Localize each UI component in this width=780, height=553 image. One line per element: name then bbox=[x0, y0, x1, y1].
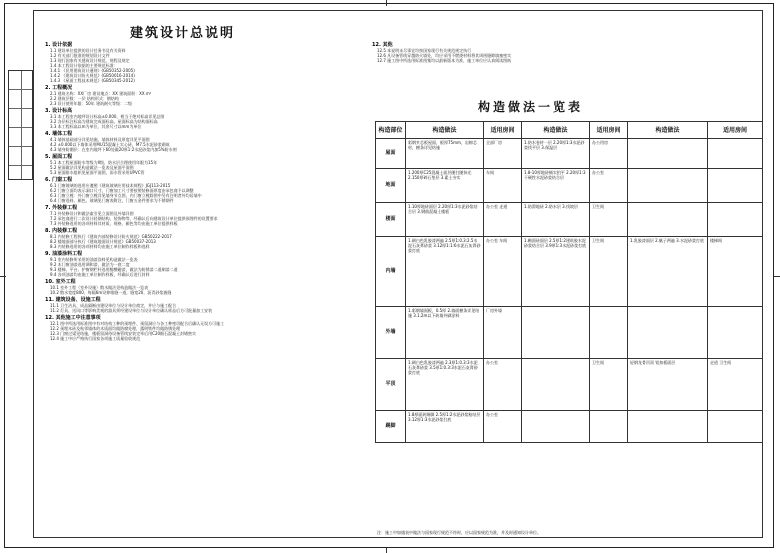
note-section bbox=[45, 297, 363, 313]
section-heading: 2. 工程概况 bbox=[45, 85, 73, 91]
row-part-name: 踢脚 bbox=[376, 411, 406, 443]
row-part-name: 外墙 bbox=[376, 307, 406, 359]
note-section bbox=[45, 42, 363, 83]
note-line: 1.4 本工程设计依据的主要规范标准： bbox=[50, 63, 118, 68]
note-line: 6.2 门窗立面均表示洞口尺寸，门窗加工尺寸要按照装修面厚度由承包商予以调整 bbox=[50, 188, 194, 193]
table-footnote: 注：施工中如遇表中做法与国家现行规范不符时，应以国家规范为准，并及时通知设计单位。 bbox=[377, 530, 541, 535]
note-section bbox=[45, 315, 363, 341]
table-cell bbox=[628, 203, 708, 237]
table-cell: 1.8厚面砖踢脚 2.5厚1:2水泥砂浆粘结层 3.12厚1:3水泥砂浆打底 bbox=[406, 411, 484, 443]
table-cell: 1.8-10厚地砖铺实拍平 2.20厚1:3干硬性水泥砂浆结合层 bbox=[522, 169, 590, 203]
table-cell: 彩钢夹芯板屋面，板厚75mm，岩棉芯材，檩条详见结施 bbox=[406, 139, 484, 169]
table-cell: 1.釉面砖面层 2.5厚1:2建筑胶水泥砂浆结合层 3.9厚1:3水泥砂浆打底 bbox=[522, 237, 590, 307]
note-line: 1.4.1 《民用建筑设计通则》(GB50352-2005) bbox=[50, 68, 135, 73]
note-section bbox=[372, 42, 764, 63]
note-line: 12.3 门窗过梁见结施，楼板留洞待设备管线安装完毕后用C20细石混凝土封堵密实 bbox=[50, 331, 197, 336]
center-mark-right bbox=[774, 276, 780, 277]
table-cell bbox=[628, 411, 708, 443]
note-line: 7.2 承包商进行二次设计轻钢结构、装饰物等，经确认后向建筑设计单位提供预埋件的设置要求 bbox=[50, 216, 218, 221]
table-cell: 办公室 bbox=[484, 359, 522, 411]
note-line: 2.1 建筑名称：XX厂房 建设地点：XX 建筑面积：XX m² bbox=[50, 91, 152, 96]
note-line: 4.1 墙体基础部分详见结施，墙体材料及厚度详见平面图 bbox=[50, 137, 150, 142]
note-line: 3.3 本工程标高以m为单位，其余尺寸以mm为单位 bbox=[50, 124, 142, 129]
note-section bbox=[45, 279, 363, 295]
note-line: 7.1 外装修设计和做法索引见立面图及外墙详图 bbox=[50, 211, 134, 216]
header-room-3: 适用房间 bbox=[708, 122, 763, 139]
section-heading: 11. 建筑设备、设施工程 bbox=[45, 297, 101, 303]
note-line: 6.3 门窗立樘：外门窗立樘详见墙身节点图，内门窗立樘除图中另有注明者外均居墙中 bbox=[50, 193, 202, 198]
table-cell: 1.200厚C25混凝土面层随打随抹光 2.150厚碎石垫层 3.素土夯实 bbox=[406, 169, 484, 203]
table-cell bbox=[708, 203, 763, 237]
note-line: 12.1 图中所选用标准图中有对结构工种的预埋件、预留洞应与各工种密切配合后确认无误方可施工 bbox=[50, 321, 225, 326]
center-mark-bottom bbox=[386, 547, 387, 553]
table-row bbox=[376, 139, 763, 169]
table-cell: 办公室 bbox=[484, 411, 522, 443]
note-line: 12.2 预埋木砖及贴邻墙体的木质面均做防腐处理，露明铁件均做防锈处理 bbox=[50, 326, 181, 331]
note-line: 1.4.2 《建筑设计防火规范》(GB50016-2014) bbox=[50, 73, 135, 78]
table-cell bbox=[628, 139, 708, 169]
table-cell bbox=[590, 411, 628, 443]
header-method-1: 构造做法 bbox=[406, 122, 484, 139]
note-section bbox=[45, 154, 363, 175]
table-cell: 卫生间 bbox=[590, 203, 628, 237]
table-cell: 1.乳胶漆面层 2.腻子两遍 3.水泥砂浆打底 bbox=[628, 237, 708, 307]
table-cell: 办公室 车间 bbox=[484, 237, 522, 307]
table-cell bbox=[708, 307, 763, 359]
section-heading: 10. 室外工程 bbox=[45, 279, 76, 285]
note-line: 5.1 本工程屋面防水等级为II级，防水层合理使用年限为15年 bbox=[50, 160, 158, 165]
note-line: 9.2 木门窗油漆选用调和漆，做法为一底二度 bbox=[50, 262, 130, 267]
note-section bbox=[45, 108, 363, 129]
table-cell: 走道 卫生间 bbox=[708, 359, 763, 411]
note-section bbox=[45, 251, 363, 277]
table-row bbox=[376, 359, 763, 411]
table-cell bbox=[590, 307, 628, 359]
center-mark-top bbox=[386, 0, 387, 6]
table-row bbox=[376, 203, 763, 237]
table-cell: 1.防水卷材一层 2.20厚1:3水泥砂浆找平层 3.保温层 bbox=[522, 139, 590, 169]
note-section bbox=[45, 131, 363, 152]
table-cell: 车间 bbox=[484, 169, 522, 203]
header-room-1: 适用房间 bbox=[484, 122, 522, 139]
table-cell: 卫生间 bbox=[590, 237, 628, 307]
right-notes-column bbox=[372, 42, 764, 65]
table-row bbox=[376, 411, 763, 443]
note-line: 4.3 墙身防潮层：在室内地坪下60处做20厚1:2水泥砂浆内加5%防水剂 bbox=[50, 147, 177, 152]
note-line: 4.2 ±0.000以下墙体采用MU15混凝土实心砖，M7.5水泥砂浆砌筑 bbox=[50, 142, 170, 147]
table-cell bbox=[522, 307, 590, 359]
table-cell: 全部厂房 bbox=[484, 139, 522, 169]
section-heading: 1. 设计依据 bbox=[45, 42, 73, 48]
table-cell: 1.刷白色乳胶漆两遍 2.3厚1:0.3:3水泥石灰膏砂浆 3.5厚1:0.3:3水泥石灰膏砂浆打底 bbox=[406, 359, 484, 411]
note-line: 1.2 有关部门批准的规划设计文件 bbox=[50, 53, 110, 58]
note-section bbox=[45, 205, 363, 226]
table-row bbox=[376, 169, 763, 203]
table-cell bbox=[708, 169, 763, 203]
table-cell: 轻钢龙骨吊顶 铝扣板面层 bbox=[628, 359, 708, 411]
note-line: 11.1 卫生洁具、成品隔断由建设单位与设计单位商定，并应与施工配合 bbox=[50, 303, 177, 308]
note-line: 12.6 凡设备管线穿越防火墙处，均应采用不燃烧材料将其周围缝隙填塞密实 bbox=[377, 53, 512, 58]
side-title-block bbox=[8, 70, 33, 180]
section-heading: 5. 屋面工程 bbox=[45, 154, 73, 160]
header-room-2: 适用房间 bbox=[590, 122, 628, 139]
table-cell: 1.刷白色乳胶漆两遍 2.5厚1:0.3:2.5水泥石灰膏砂浆 3.12厚1:1:6水泥石灰膏砂浆打底 bbox=[406, 237, 484, 307]
table-row bbox=[376, 307, 763, 359]
table-cell: 1.彩钢墙面板，0.5厚 2.墙面檩条详见结施 3.1.2m以下砖墙外刷涂料 bbox=[406, 307, 484, 359]
note-line: 3.2 各层标注标高为建筑完成面标高，屋面标高为结构面标高 bbox=[50, 119, 158, 124]
row-part-name: 内墙 bbox=[376, 237, 406, 307]
note-line: 8.1 内装修工程执行《建筑内部装修设计防火规范》GB50222-2017 bbox=[50, 234, 172, 239]
note-line: 8.3 内装修选用的各项材料均由施工单位制作样板和选样 bbox=[50, 244, 150, 249]
section-heading: 9. 油漆涂料工程 bbox=[45, 251, 83, 257]
note-line: 12.4 施工中应严格执行国家各项施工质量验收规范 bbox=[50, 336, 141, 341]
left-notes-column bbox=[45, 42, 363, 343]
table-row bbox=[376, 237, 763, 307]
table-header-row bbox=[376, 122, 763, 139]
note-line: 8.2 楼地面部分执行《建筑地面设计规范》GB50037-2013 bbox=[50, 239, 156, 244]
section-heading: 4. 墙体工程 bbox=[45, 131, 73, 137]
section-heading: 8. 内装修工程 bbox=[45, 228, 78, 234]
section-heading: 6. 门窗工程 bbox=[45, 177, 73, 183]
section-heading: 7. 外装修工程 bbox=[45, 205, 78, 211]
note-line: 6.1 门窗玻璃的选用应遵照《建筑玻璃应用技术规程》JGJ113-2015 bbox=[50, 183, 171, 188]
section-heading: 12. 其他施工中注意事项 bbox=[45, 315, 101, 321]
table-cell bbox=[708, 411, 763, 443]
note-line: 2.3 设计使用年限：50年 建筑耐火等级：二级 bbox=[50, 101, 132, 106]
header-method-3: 构造做法 bbox=[628, 122, 708, 139]
note-line: 1.1 建设单位提供的设计任务书及有关资料 bbox=[50, 48, 126, 53]
note-section bbox=[45, 228, 363, 249]
row-part-name: 地面 bbox=[376, 169, 406, 203]
note-line: 9.3 楼梯、平台、护窗钢栏杆选用醇酸磁漆，做法为防锈漆二道刷漆二道 bbox=[50, 267, 178, 272]
table-cell: 办公室 bbox=[590, 169, 628, 203]
note-line: 5.3 屋面排水组织见屋面平面图，雨水管采用UPVC管 bbox=[50, 170, 145, 175]
row-part-name: 屋面 bbox=[376, 139, 406, 169]
table-cell bbox=[522, 411, 590, 443]
document-title: 建筑设计总说明 bbox=[130, 26, 236, 41]
table-cell: 1.10厚地砖面层 2.20厚1:3水泥砂浆结合层 3.钢筋混凝土楼板 bbox=[406, 203, 484, 237]
section-heading: 3. 设计标高 bbox=[45, 108, 73, 114]
table-cell: 1.防滑地砖 2.防水层 3.找坡层 bbox=[522, 203, 590, 237]
note-line: 12.7 施工图中所选用标准图集均以最新版本为准，施工单位应认真阅读图纸 bbox=[377, 58, 512, 63]
note-line: 2.2 建筑层数：一层 结构形式：钢结构 bbox=[50, 96, 119, 101]
note-line: 6.4 门窗选料、颜色、玻璃见门窗表附注，门窗五金件要求为不锈钢件 bbox=[50, 198, 174, 203]
table-cell: 办公室 走道 bbox=[484, 203, 522, 237]
note-line: 1.3 现行国家有关建筑设计规范、规程及规定 bbox=[50, 58, 130, 63]
table-cell: 卫生间 bbox=[590, 359, 628, 411]
header-method-2: 构造做法 bbox=[522, 122, 590, 139]
note-line: 3.1 本工程室内地坪设计标高±0.000，相当于绝对标高详见总图 bbox=[50, 114, 165, 119]
table-cell: 楼梯间 bbox=[708, 237, 763, 307]
note-line: 9.4 各项油漆均由施工单位制作样板，经确认后进行封样 bbox=[50, 272, 150, 277]
header-part: 构造部位 bbox=[376, 122, 406, 139]
note-line: 11.2 灯具、送风口等影响美观的器具须经建设单位与设计单位确认样品后方可批量加工安装 bbox=[50, 308, 213, 313]
construction-table bbox=[375, 121, 763, 443]
table-cell bbox=[708, 139, 763, 169]
note-line: 10.2 散水宽度800，每隔6m设伸缩缝一道，缝宽20，沥青砂浆嵌缝 bbox=[50, 290, 172, 295]
note-line: 10.1 室外工程（室外设施）散水做法见构造做法一览表 bbox=[50, 285, 149, 290]
table-cell bbox=[628, 307, 708, 359]
note-line: 12.5 本说明未尽事宜均按国家现行有关规范规定执行 bbox=[377, 48, 472, 53]
table-title: 构造做法一览表 bbox=[478, 100, 584, 114]
row-part-name: 平顶 bbox=[376, 359, 406, 411]
note-line: 7.3 外装修选用的各项材料其材质、规格、颜色等均由施工单位提供样板 bbox=[50, 221, 178, 226]
center-mark-left bbox=[0, 276, 6, 277]
table-cell: 办公用房 bbox=[590, 139, 628, 169]
section-heading: 12. 其他 bbox=[372, 42, 393, 48]
row-part-name: 楼面 bbox=[376, 203, 406, 237]
table-cell bbox=[628, 169, 708, 203]
table-cell: 厂房外墙 bbox=[484, 307, 522, 359]
note-line: 9.1 室内装修所采用的油漆涂料见构造做法一览表 bbox=[50, 257, 138, 262]
note-section bbox=[45, 85, 363, 106]
table-cell bbox=[522, 359, 590, 411]
note-line: 5.2 屋面做法详见构造做法一览表及屋面平面图 bbox=[50, 165, 134, 170]
note-section bbox=[45, 177, 363, 203]
note-line: 1.4.3 《屋面工程技术规范》(GB50345-2012) bbox=[50, 78, 135, 83]
